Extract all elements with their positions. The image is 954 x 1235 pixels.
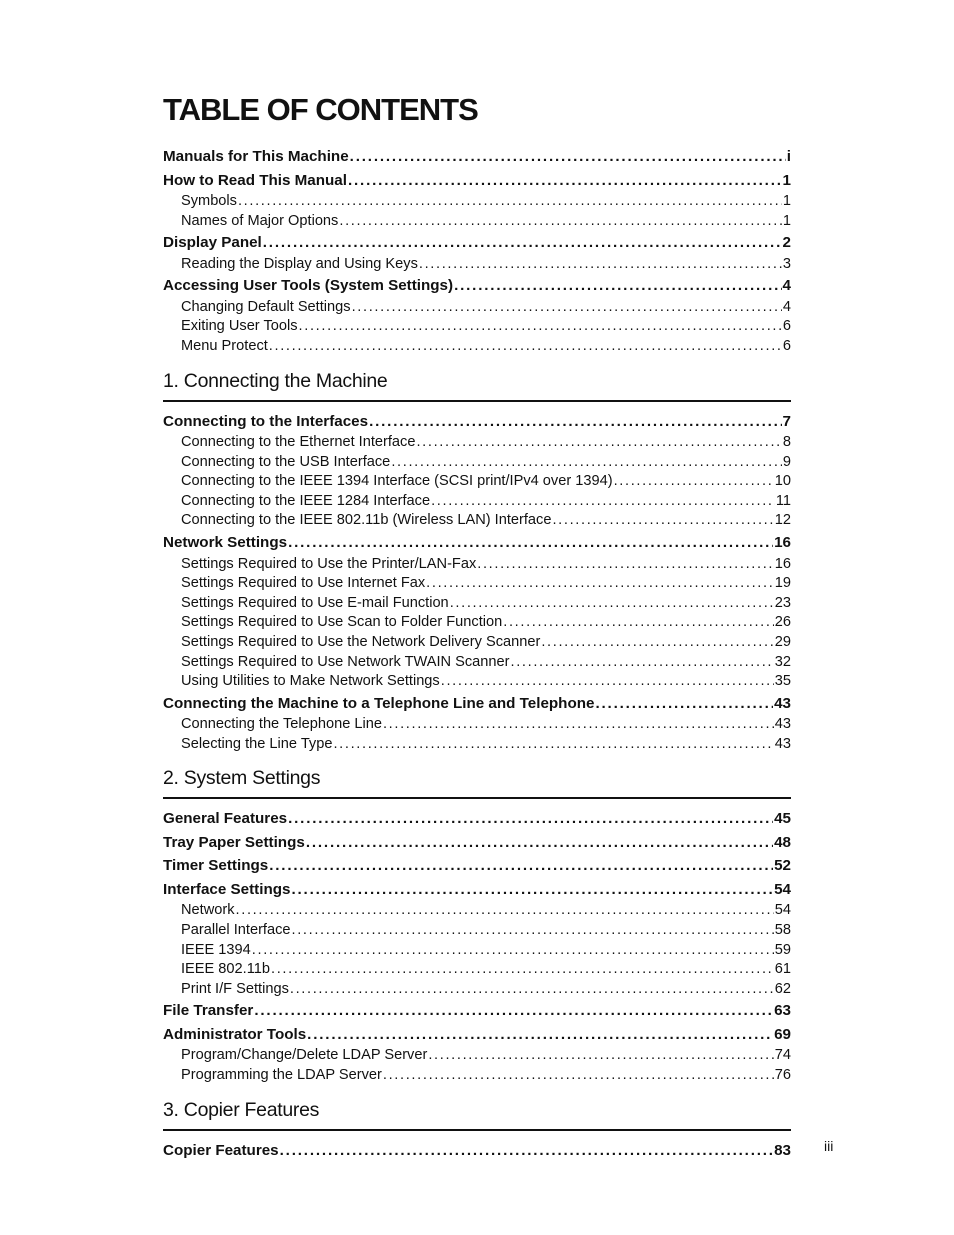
toc-subentry[interactable] xyxy=(163,433,791,453)
toc-entry-page: 16 xyxy=(774,534,791,552)
toc-entry-title: Selecting the Line Type xyxy=(181,735,333,752)
toc-entry-title: Using Utilities to Make Network Settings xyxy=(181,673,440,690)
dot-leader xyxy=(254,999,773,1023)
toc-entry-page: 6 xyxy=(782,318,791,335)
dot-leader xyxy=(428,1046,773,1066)
dot-leader xyxy=(271,960,774,980)
chapter-heading xyxy=(163,765,791,799)
page-title: TABLE OF CONTENTS xyxy=(163,92,478,127)
dot-leader xyxy=(369,410,781,434)
chapter-title: 3. Copier Features xyxy=(163,1098,320,1121)
dot-leader xyxy=(291,878,773,902)
toc-entry-page: 35 xyxy=(774,673,791,690)
toc-entry-page: 43 xyxy=(774,716,791,733)
toc-entry-title: Settings Required to Use the Network Delivery Scanner xyxy=(181,633,541,650)
toc-entry-page: 29 xyxy=(774,633,791,650)
dot-leader xyxy=(416,433,781,453)
toc-entry-title: Program/Change/Delete LDAP Server xyxy=(181,1047,428,1064)
dot-leader xyxy=(431,492,775,512)
toc-entry[interactable] xyxy=(163,410,791,434)
chapter-title: 2. System Settings xyxy=(163,767,321,790)
toc-entry-title: Network xyxy=(181,902,235,919)
toc-entry-title: Connecting to the Interfaces xyxy=(163,412,369,430)
toc-entry-title: Settings Required to Use the Printer/LAN-Fax xyxy=(181,555,477,572)
toc-entry-page: 19 xyxy=(774,575,791,592)
toc-entry-page: 16 xyxy=(774,555,791,572)
dot-leader xyxy=(441,672,774,692)
toc-entry-title: Timer Settings xyxy=(163,857,269,875)
toc-subentry[interactable] xyxy=(163,453,791,473)
toc-subentry[interactable] xyxy=(163,255,791,275)
dot-leader xyxy=(511,653,774,673)
toc-subentry[interactable] xyxy=(163,1046,791,1066)
toc-subentry[interactable] xyxy=(163,715,791,735)
toc-entry-page: 8 xyxy=(782,434,791,451)
toc-entry-page: 10 xyxy=(774,473,791,490)
dot-leader xyxy=(263,231,782,255)
toc-entry[interactable] xyxy=(163,831,791,855)
toc-entry-page: 76 xyxy=(774,1066,791,1083)
toc-entry-title: Parallel Interface xyxy=(181,921,291,938)
chapter-heading xyxy=(163,1097,791,1131)
toc-entry-title: Programming the LDAP Server xyxy=(181,1066,382,1083)
toc-entry[interactable] xyxy=(163,231,791,255)
toc-entry-page: 54 xyxy=(774,902,791,919)
chapter-heading xyxy=(163,368,791,402)
toc-entry-page: 43 xyxy=(774,694,791,712)
toc-entry-title: Settings Required to Use Scan to Folder Function xyxy=(181,614,503,631)
toc-entry-page: i xyxy=(786,148,791,165)
dot-leader xyxy=(350,145,786,169)
toc-entry-title: Manuals for This Machine xyxy=(163,148,349,165)
dot-leader xyxy=(288,807,773,831)
toc-entry[interactable] xyxy=(163,169,791,193)
toc-entry-page: 45 xyxy=(774,810,791,828)
toc-subentry[interactable] xyxy=(163,511,791,531)
toc-entry-page: 4 xyxy=(782,298,791,315)
dot-leader xyxy=(454,274,781,298)
toc-entry-title: Network Settings xyxy=(163,534,288,552)
toc-subentry[interactable] xyxy=(163,317,791,337)
toc-subentry[interactable] xyxy=(163,298,791,318)
toc-entry-title: Connecting to the IEEE 1394 Interface (SCSI print/IPv4 over 1394) xyxy=(181,473,613,490)
toc-entry[interactable] xyxy=(163,1139,791,1163)
toc-entry-page: 63 xyxy=(774,1002,791,1020)
dot-leader xyxy=(477,555,774,575)
toc-entry-page: 43 xyxy=(774,735,791,752)
dot-leader xyxy=(348,169,782,193)
toc-entry-page: 7 xyxy=(782,412,791,430)
toc-subentry[interactable] xyxy=(163,633,791,653)
toc-entry-title: Accessing User Tools (System Settings) xyxy=(163,277,454,295)
dot-leader xyxy=(299,317,782,337)
toc-entry[interactable] xyxy=(163,807,791,831)
toc-entry-title: Changing Default Settings xyxy=(181,298,351,315)
toc-entry-title: Interface Settings xyxy=(163,880,291,898)
toc-subentry[interactable] xyxy=(163,960,791,980)
dot-leader xyxy=(541,633,773,653)
page-number: iii xyxy=(824,1138,834,1154)
dot-leader xyxy=(383,715,774,735)
toc-subentry[interactable] xyxy=(163,901,791,921)
toc-subentry[interactable] xyxy=(163,337,791,357)
toc-entry-title: Tray Paper Settings xyxy=(163,833,305,851)
toc-entry-title: Symbols xyxy=(181,193,237,209)
toc-entry-page: 83 xyxy=(774,1141,791,1159)
toc-subentry[interactable] xyxy=(163,472,791,492)
chapter-list xyxy=(163,368,791,1162)
dot-leader xyxy=(614,472,774,492)
toc-entry[interactable] xyxy=(163,1023,791,1047)
toc-entry-title: Exiting User Tools xyxy=(181,318,298,335)
toc-entry-title: Connecting the Telephone Line xyxy=(181,716,382,733)
dot-leader xyxy=(419,255,782,275)
toc-entry-page: 32 xyxy=(774,653,791,670)
dot-leader xyxy=(307,1023,773,1047)
dot-leader xyxy=(269,337,782,357)
toc-entry[interactable] xyxy=(163,274,791,298)
dot-leader xyxy=(450,594,774,614)
toc-entry-page: 74 xyxy=(774,1047,791,1064)
toc-entry[interactable] xyxy=(163,145,791,169)
toc-entry-page: 4 xyxy=(782,277,791,295)
toc-entry-title: Settings Required to Use E-mail Function xyxy=(181,594,449,611)
dot-leader xyxy=(333,735,773,755)
toc-entry-page: 1 xyxy=(782,212,791,229)
toc-subentry[interactable] xyxy=(163,921,791,941)
chapter xyxy=(163,1097,791,1163)
toc-subentry[interactable] xyxy=(163,653,791,673)
toc-entry-title: File Transfer xyxy=(163,1002,254,1020)
toc-subentry[interactable] xyxy=(163,192,791,212)
toc-entry-title: Display Panel xyxy=(163,234,262,252)
chapter-title: 1. Connecting the Machine xyxy=(163,369,388,392)
toc-entry-title: Copier Features xyxy=(163,1141,279,1159)
toc-entry-page: 6 xyxy=(782,337,791,354)
toc-entry-title: Settings Required to Use Internet Fax xyxy=(181,575,426,592)
dot-leader xyxy=(383,1066,774,1086)
dot-leader xyxy=(292,921,774,941)
toc-entry-title: Connecting to the IEEE 802.11b (Wireless LAN) Interface xyxy=(181,512,552,529)
toc-subentry[interactable] xyxy=(163,735,791,755)
dot-leader xyxy=(503,613,774,633)
dot-leader xyxy=(552,511,773,531)
dot-leader xyxy=(306,831,773,855)
toc-entry-page: 1 xyxy=(782,171,791,189)
toc-entry-title: Connecting to the IEEE 1284 Interface xyxy=(181,492,431,509)
toc-entry-title: How to Read This Manual xyxy=(163,171,347,189)
dot-leader xyxy=(236,901,774,921)
toc-entry-page: 1 xyxy=(782,193,791,209)
dot-leader xyxy=(339,212,782,232)
toc-subentry[interactable] xyxy=(163,574,791,594)
toc-subentry[interactable] xyxy=(163,492,791,512)
toc-entry-page: 9 xyxy=(782,453,791,470)
toc-entry-title: Connecting the Machine to a Telephone Line and Telephone xyxy=(163,694,595,712)
toc-entry-page: 62 xyxy=(774,980,791,997)
chapter xyxy=(163,765,791,1085)
toc-entry-page: 2 xyxy=(782,234,791,252)
dot-leader xyxy=(290,980,774,1000)
toc-entry-title: Connecting to the USB Interface xyxy=(181,453,391,470)
toc-subentry[interactable] xyxy=(163,941,791,961)
dot-leader xyxy=(269,854,773,878)
toc-entry[interactable] xyxy=(163,531,791,555)
toc-entry-title: Reading the Display and Using Keys xyxy=(181,255,418,272)
front-matter-list xyxy=(163,145,791,357)
toc-entry-page: 61 xyxy=(774,961,791,978)
dot-leader xyxy=(252,941,774,961)
dot-leader xyxy=(288,531,773,555)
toc-subentry[interactable] xyxy=(163,672,791,692)
toc-entry[interactable] xyxy=(163,854,791,878)
toc-subentry[interactable] xyxy=(163,212,791,232)
toc-entry-page: 3 xyxy=(782,255,791,272)
dot-leader xyxy=(426,574,774,594)
toc-subentry[interactable] xyxy=(163,555,791,575)
toc-subentry[interactable] xyxy=(163,980,791,1000)
chapter xyxy=(163,368,791,755)
toc-entry-page: 23 xyxy=(774,594,791,611)
toc-entry-title: Menu Protect xyxy=(181,337,268,354)
toc-entry-title: Print I/F Settings xyxy=(181,980,289,997)
toc-entry-title: IEEE 802.11b xyxy=(181,961,270,978)
toc-entry-page: 52 xyxy=(774,857,791,875)
toc-entry-page: 59 xyxy=(774,941,791,958)
toc-entry-page: 11 xyxy=(775,492,791,509)
toc-entry-page: 58 xyxy=(774,921,791,938)
toc-entry-page: 26 xyxy=(774,614,791,631)
dot-leader xyxy=(238,192,782,212)
toc-entry[interactable] xyxy=(163,999,791,1023)
toc-entry-title: General Features xyxy=(163,810,288,828)
dot-leader xyxy=(280,1139,773,1163)
toc-subentry[interactable] xyxy=(163,613,791,633)
toc-entry-title: IEEE 1394 xyxy=(181,941,251,958)
toc-subentry[interactable] xyxy=(163,1066,791,1086)
toc-entry-title: Connecting to the Ethernet Interface xyxy=(181,434,416,451)
toc-entry[interactable] xyxy=(163,692,791,716)
toc-entry-page: 69 xyxy=(774,1025,791,1043)
dot-leader xyxy=(352,298,782,318)
toc-subentry[interactable] xyxy=(163,594,791,614)
toc-entry-page: 48 xyxy=(774,833,791,851)
toc-entry-page: 54 xyxy=(774,880,791,898)
toc-entry-title: Administrator Tools xyxy=(163,1025,307,1043)
toc-entry-title: Settings Required to Use Network TWAIN Scanner xyxy=(181,653,510,670)
table-of-contents xyxy=(163,145,791,1162)
dot-leader xyxy=(391,453,782,473)
dot-leader xyxy=(595,692,773,716)
toc-entry-page: 12 xyxy=(774,512,791,529)
toc-entry[interactable] xyxy=(163,878,791,902)
toc-entry-title: Names of Major Options xyxy=(181,212,339,229)
